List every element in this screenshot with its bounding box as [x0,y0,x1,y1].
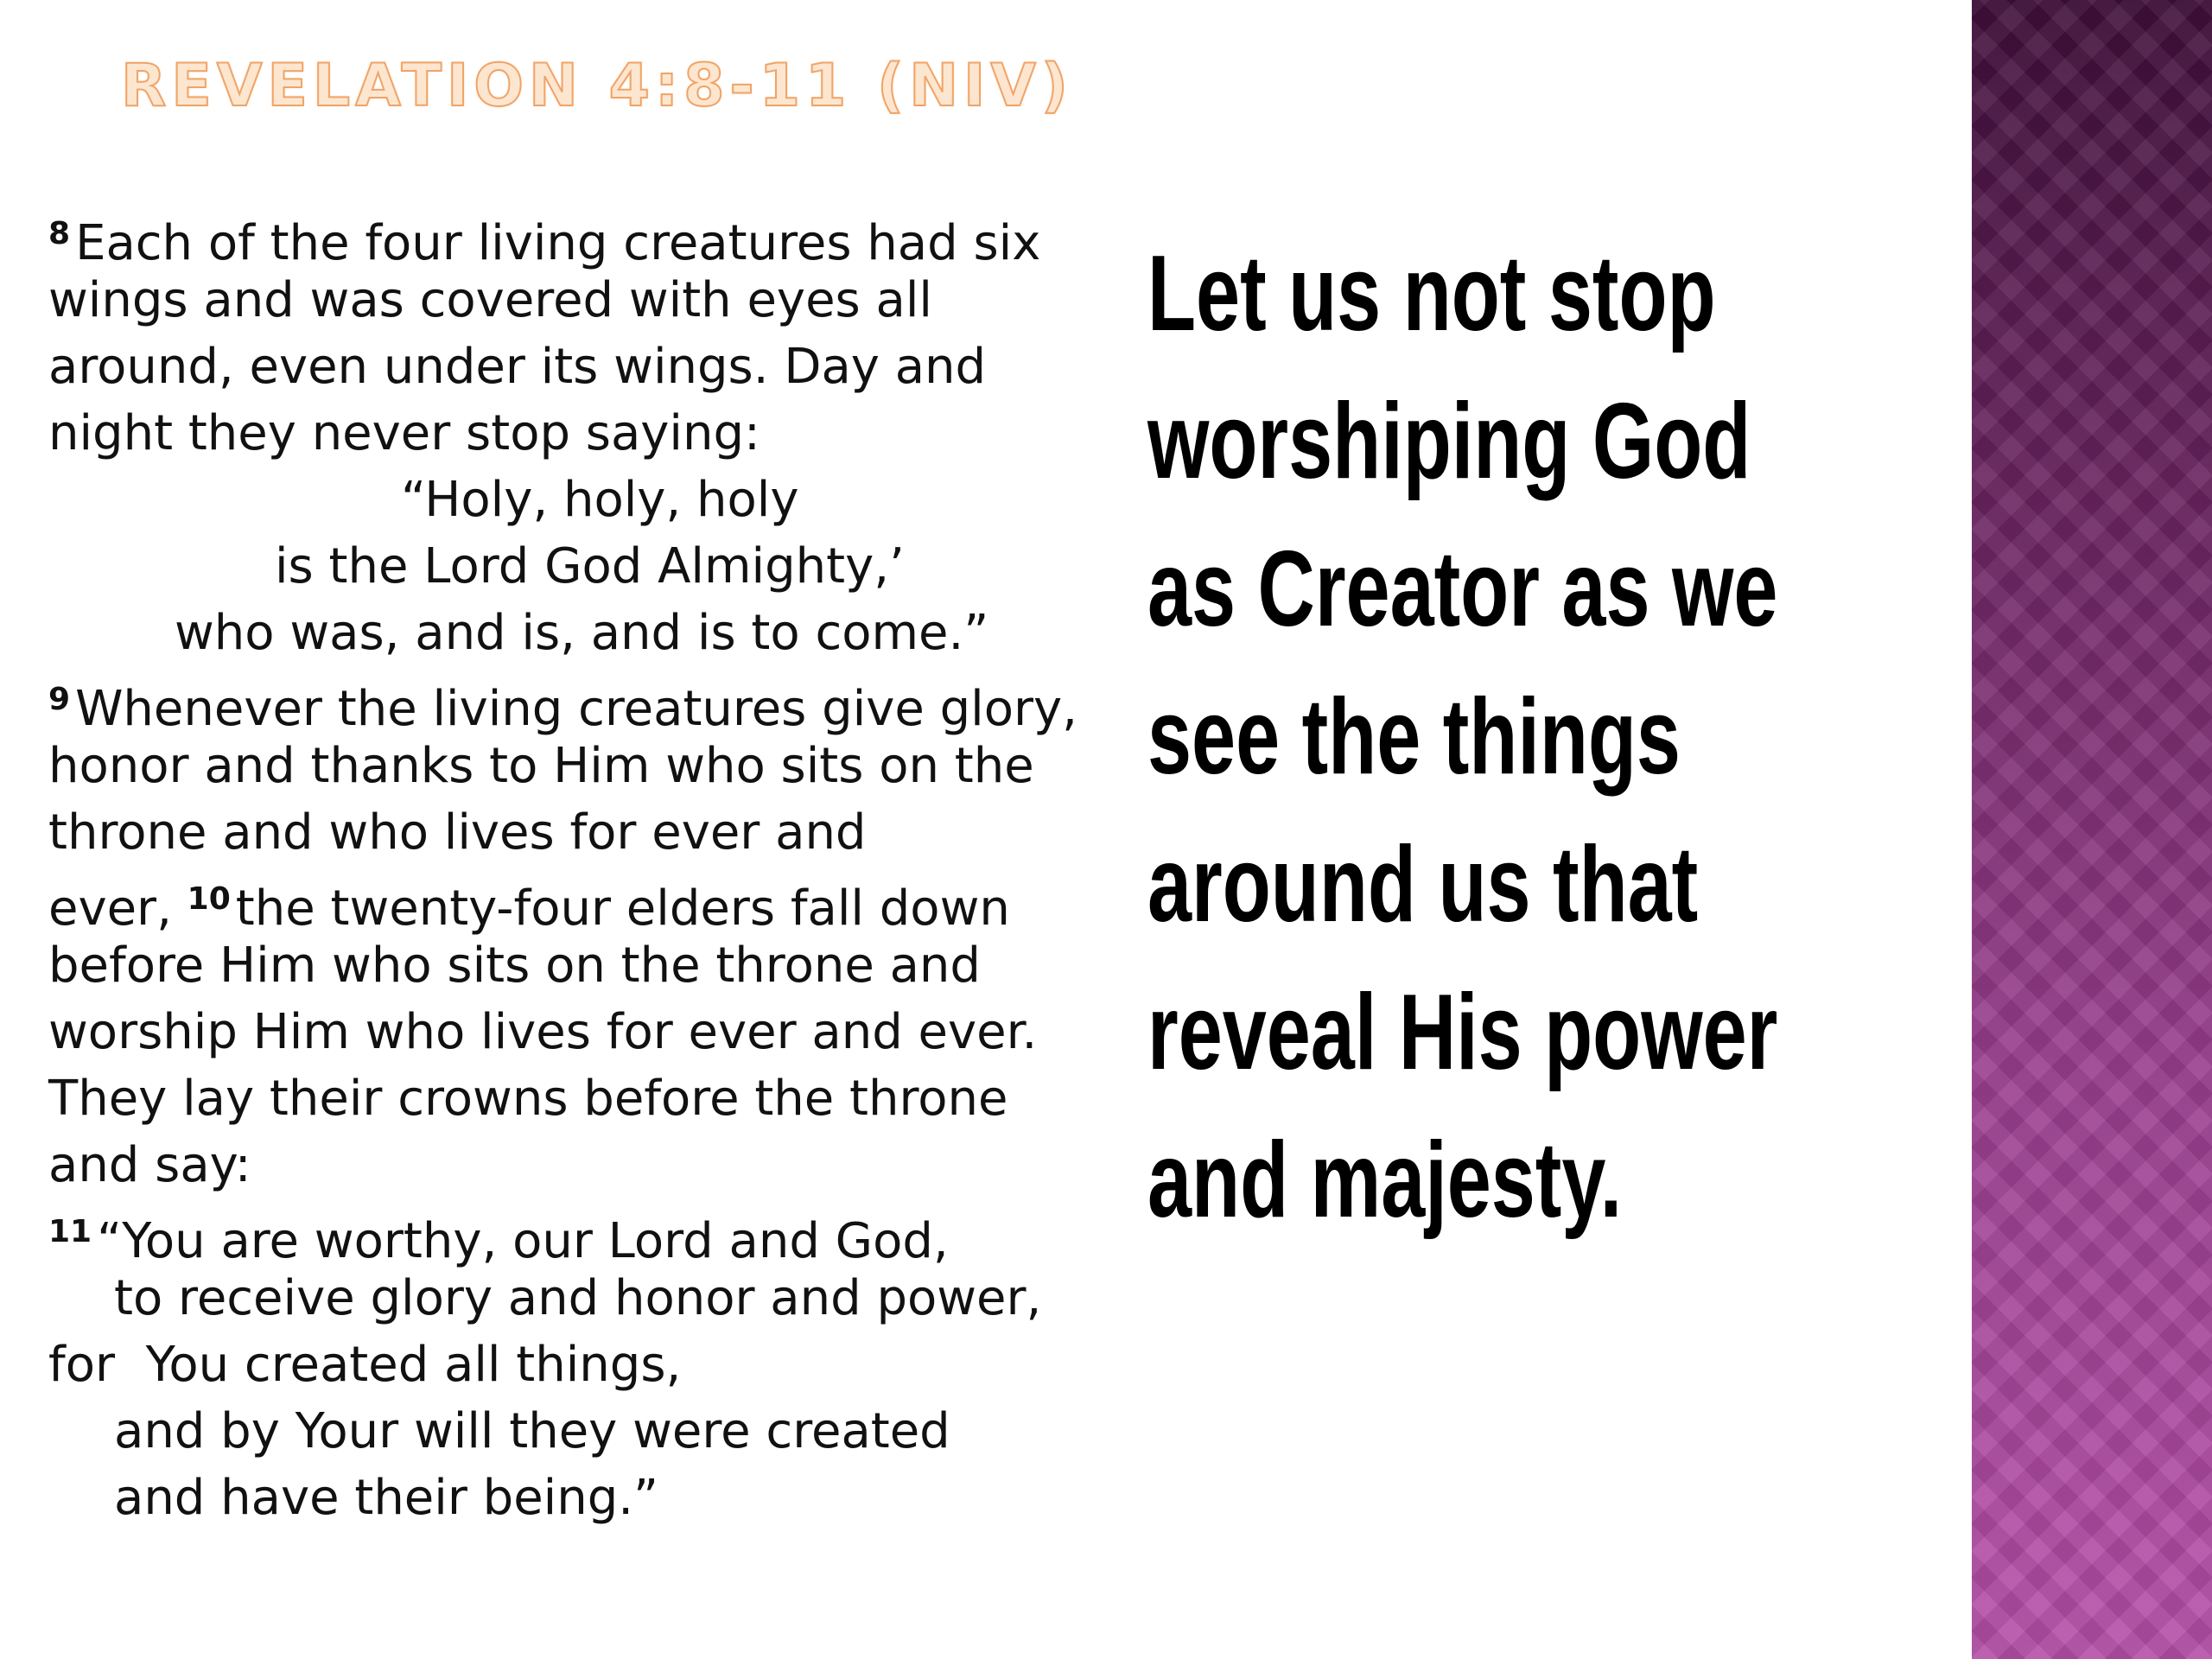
scripture-text: around, even under its wings. Day and [48,339,987,395]
scripture-text: and have their being.” [114,1470,659,1526]
scripture-line [48,733,1120,799]
scripture-text: honor and thanks to Him who sits on the [48,738,1034,794]
scripture-line [48,1265,1120,1332]
scripture-line [48,1132,1120,1198]
scripture-line [48,1332,1120,1398]
scripture-text: and by Your will they were created [114,1403,950,1459]
scripture-text: and say: [48,1137,251,1193]
takeaway-line: as Creator as we [1147,530,1778,649]
scripture-line [48,999,1120,1065]
scripture-text: who was, and is, and is to come.” [175,605,989,661]
scripture-passage [48,200,1120,1531]
scripture-text: wings and was covered with eyes all [48,272,932,328]
scripture-line [48,1398,1120,1465]
takeaway-line: reveal His power [1147,973,1778,1092]
takeaway-statement [1147,220,1778,1255]
scripture-text: Each of the four living creatures had six [75,215,1041,271]
scripture-line [48,334,1120,400]
scripture-line [48,1465,1120,1531]
scripture-text: Whenever the living creatures give glory, [75,681,1077,737]
scripture-text: They lay their crowns before the throne [48,1071,1008,1127]
scripture-text: night they never stop saying: [48,405,760,461]
scripture-line [48,533,1120,600]
scripture-line [48,467,1120,533]
scripture-line [48,267,1120,334]
scripture-text: ever, [48,880,188,937]
scripture-line [48,400,1120,467]
takeaway-line: and majesty. [1147,1121,1623,1240]
scripture-text: for You created all things, [48,1337,682,1393]
takeaway-line: Let us not stop [1147,234,1716,353]
scripture-text: before Him who sits on the throne and [48,938,981,994]
takeaway-line: see the things [1147,677,1681,797]
decorative-side-band [1972,0,2212,1659]
verse-number: 10 [187,881,231,917]
scripture-text: “You are worthy, our Lord and God, [97,1213,949,1269]
scripture-text: the twenty-four elders fall down [235,880,1010,937]
verse-number: 11 [48,1214,92,1249]
scripture-text: “Holy, holy, holy [401,472,799,528]
scripture-line [48,932,1120,999]
scripture-text: worship Him who lives for ever and ever. [48,1004,1038,1060]
scripture-line [48,1198,1120,1269]
scripture-line [48,1065,1120,1132]
scripture-line [48,666,1120,737]
takeaway-line: around us that [1147,825,1699,944]
scripture-line [48,799,1120,866]
scripture-line [48,866,1120,937]
scripture-text: to receive glory and honor and power, [114,1270,1042,1326]
scripture-line [48,200,1120,271]
slide-title: REVELATION 4:8-11 (NIV) [121,52,1073,120]
scripture-text: throne and who lives for ever and [48,804,867,861]
scripture-text: is the Lord God Almighty,’ [275,538,905,594]
scripture-line [48,600,1120,666]
takeaway-line: worshiping God [1147,382,1751,501]
verse-number: 8 [48,216,71,251]
verse-number: 9 [48,682,71,717]
